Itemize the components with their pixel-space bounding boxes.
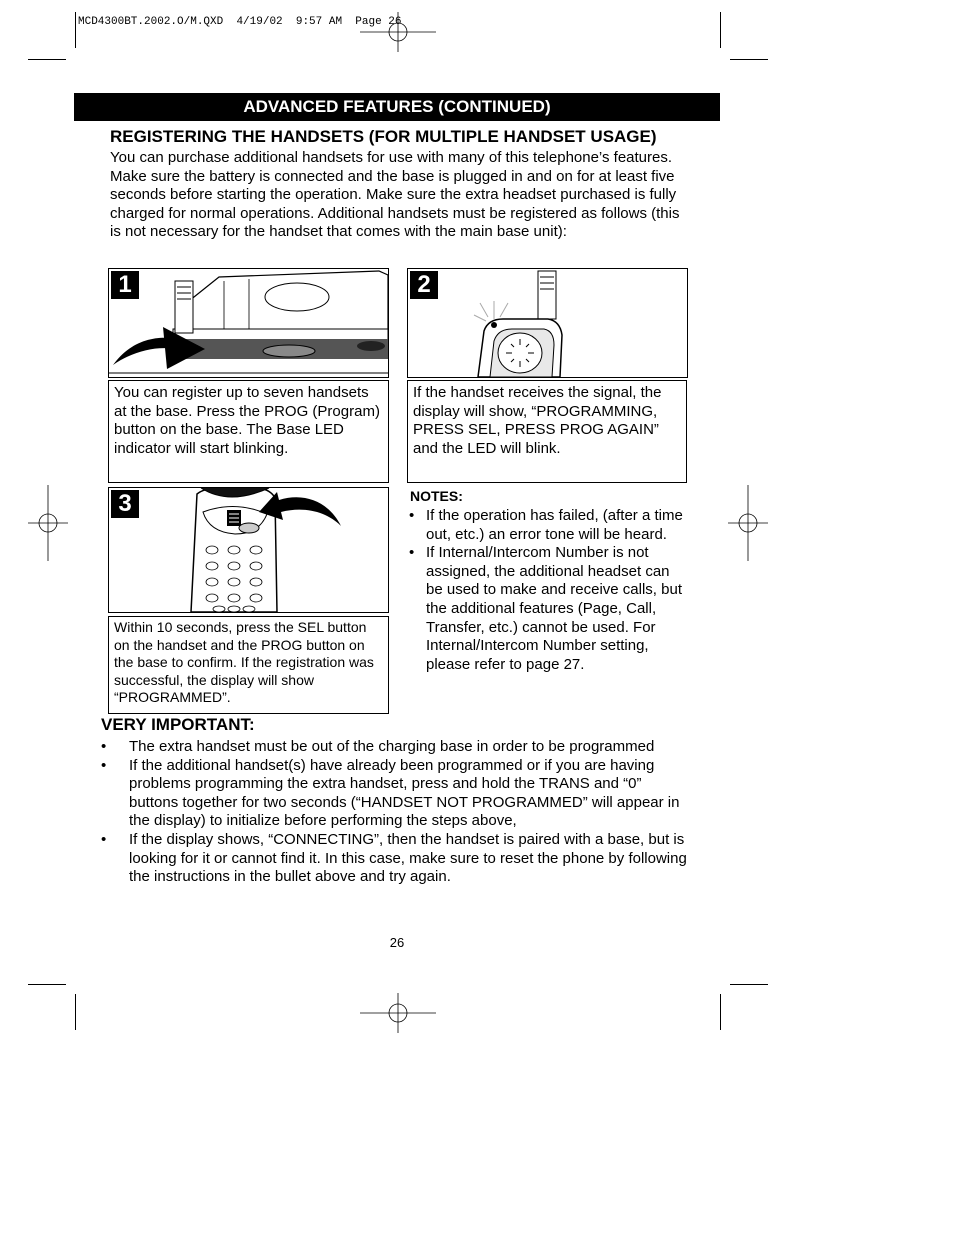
registration-mark-top [360, 12, 436, 52]
step-3-number: 3 [111, 490, 139, 518]
slug-date: 4/19/02 [236, 16, 283, 28]
handset-keypad-drawing [109, 488, 388, 612]
slug-file: MCD4300BT.2002.O/M.QXD [78, 16, 224, 28]
step-2-caption: If the handset receives the signal, the display will show, “PROGRAMMING, PRESS SEL, PRESS PROG AGAIN” and the LED will blink. [407, 380, 687, 483]
registration-mark-right [728, 485, 768, 561]
notes-item: • If the operation has failed, (after a time out, etc.) an error tone will be heard. [409, 507, 689, 544]
very-important-item: • The extra handset must be out of the charging base in order to be programmed [101, 738, 691, 757]
very-important-item: • If the display shows, “CONNECTING”, then the handset is paired with a base, but is looking for it or cannot find it. In this case, make sure to reset the phone by following the instructions in the bullet above and try again. [101, 831, 691, 887]
handset-led-drawing [408, 269, 687, 377]
step-2-illustration [407, 268, 688, 378]
step-3-illustration [108, 487, 389, 613]
base-unit-drawing [109, 269, 388, 377]
section-banner: ADVANCED FEATURES (CONTINUED) [74, 93, 720, 121]
slug-time: 9:57 AM [295, 16, 343, 28]
notes-item: • If Internal/Intercom Number is not assigned, the additional headset can be used to make and receive calls, but the additional features (Page, Call, Transfer, etc.) cannot be used. For Internal/Intercom Number setting, please refer to page 27. [409, 544, 689, 674]
step-2-number: 2 [410, 271, 438, 299]
very-important-list [101, 738, 691, 887]
step-1-illustration [108, 268, 389, 378]
section-title: REGISTERING THE HANDSETS (FOR MULTIPLE HANDSET USAGE) [110, 127, 657, 146]
very-important-item: • If the additional handset(s) have already been programmed or if you are having problems programming the extra handset, press and hold the TRANS and “0” buttons together for two seconds (“HANDSET NOT PROGRAMMED” will appear in the display) to initialize before performing the steps above, [101, 757, 691, 831]
intro-paragraph: You can purchase additional handsets for use with many of this telephone’s features. Make sure the battery is connected and the base is plugged in and on for at least five seconds before starting the operation. Make sure the extra headset purchased is fully charged for normal operations. Additional handsets must be registered as follows (this is not necessary for the handset that comes with the main base unit): [110, 149, 680, 241]
step-1-caption: You can register up to seven handsets at the base. Press the PROG (Program) button on the base. The Base LED indicator will start blinking. [108, 380, 389, 483]
step-3-caption: Within 10 seconds, press the SEL button on the handset and the PROG button on the base to confirm. If the registration was successful, the display will show “PROGRAMMED”. [108, 616, 389, 714]
registration-mark-bottom [360, 993, 436, 1033]
slug-page: Page 26 [355, 16, 402, 28]
step-1-number: 1 [111, 271, 139, 299]
notes-list [409, 507, 689, 674]
registration-mark-left [28, 485, 68, 561]
print-slug [78, 16, 402, 28]
very-important-heading: VERY IMPORTANT: [101, 715, 255, 734]
notes-heading: NOTES: [410, 488, 463, 504]
page-number: 26 [389, 935, 405, 950]
